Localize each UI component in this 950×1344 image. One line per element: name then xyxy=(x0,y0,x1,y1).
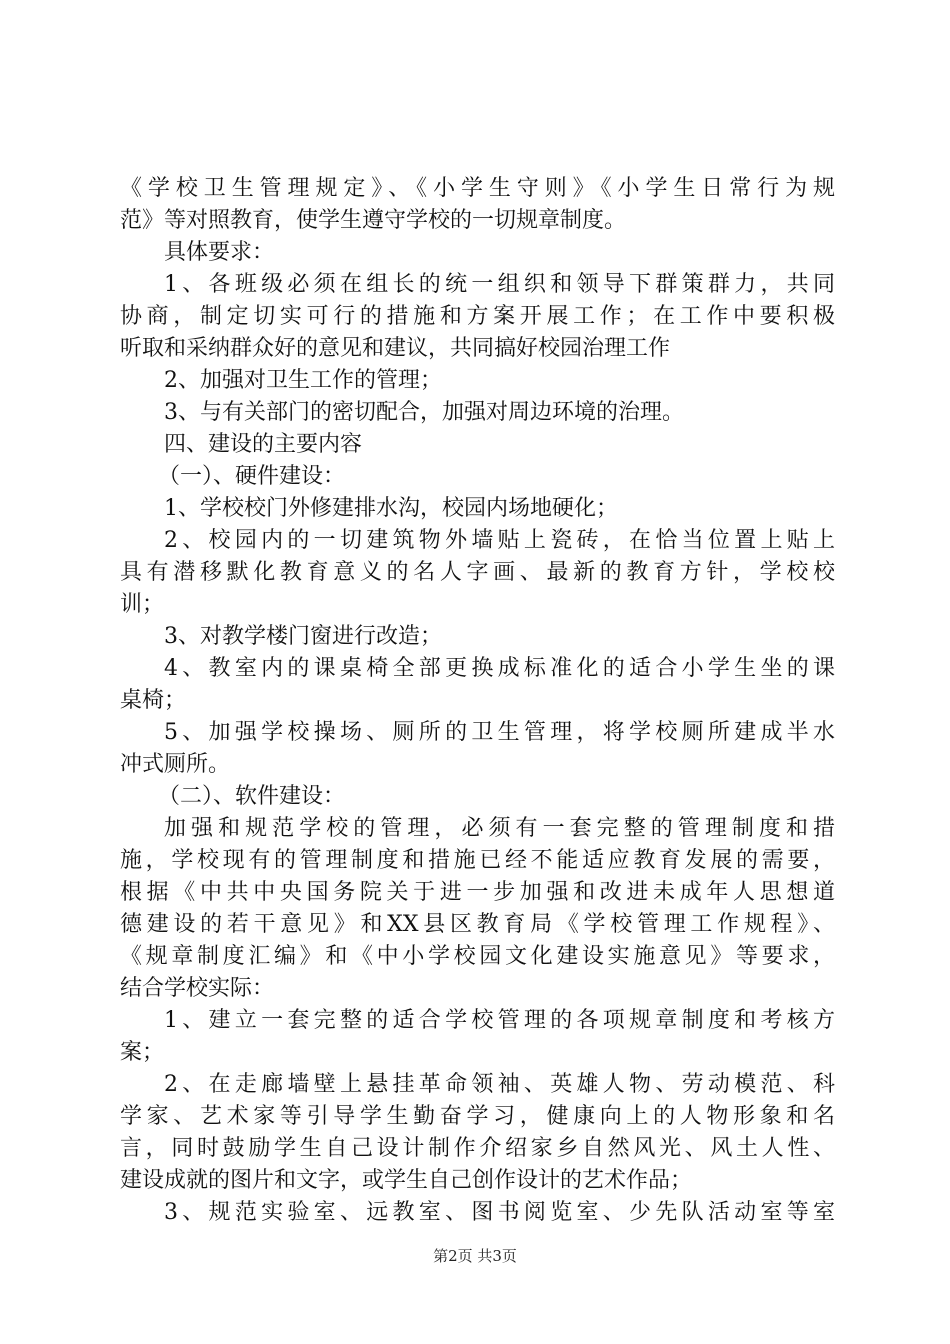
text-line: 学家、艺术家等引导学生勤奋学习，健康向上的人物形象和名 xyxy=(120,1104,835,1129)
text-line: 德建设的若干意见》和XX县区教育局《学校管理工作规程》、 xyxy=(120,912,835,937)
text-line: 桌椅； xyxy=(120,688,187,713)
text-line: 施，学校现有的管理制度和措施已经不能适应教育发展的需要， xyxy=(120,848,835,873)
document-body xyxy=(120,173,835,1229)
text-line: 言，同时鼓励学生自己设计制作介绍家乡自然风光、风土人性、 xyxy=(120,1136,835,1161)
text-line: 2、校园内的一切建筑物外墙贴上瓷砖，在恰当位置上贴上 xyxy=(164,528,835,553)
text-line: 3、规范实验室、远教室、图书阅览室、少先队活动室等室 xyxy=(164,1200,835,1225)
text-line: 3、与有关部门的密切配合，加强对周边环境的治理。 xyxy=(164,400,684,425)
text-line: 根据《中共中央国务院关于进一步加强和改进未成年人思想道 xyxy=(120,880,835,905)
subsection-heading: （二）、软件建设： xyxy=(158,784,346,809)
text-line: 1、各班级必须在组长的统一组织和领导下群策群力，共同 xyxy=(164,272,835,297)
text-line: 范》等对照教育，使学生遵守学校的一切规章制度。 xyxy=(120,208,627,233)
subsection-heading: （一）、硬件建设： xyxy=(158,464,346,489)
text-line: 1、建立一套完整的适合学校管理的各项规章制度和考核方 xyxy=(164,1008,835,1033)
text-line: 案； xyxy=(120,1040,165,1065)
text-line: 协商，制定切实可行的措施和方案开展工作；在工作中要积极 xyxy=(120,304,835,329)
text-line: 冲式厕所。 xyxy=(120,752,231,777)
text-line: 结合学校实际： xyxy=(120,976,275,1001)
text-line: 4、教室内的课桌椅全部更换成标准化的适合小学生坐的课 xyxy=(164,656,835,681)
page-number-footer: 第2页 共3页 xyxy=(433,1247,517,1265)
text-line: 加强和规范学校的管理，必须有一套完整的管理制度和措 xyxy=(164,816,835,841)
text-line: 3、对教学楼门窗进行改造； xyxy=(164,624,442,649)
text-line: 建设成就的图片和文字，或学生自己创作设计的艺术作品； xyxy=(120,1168,693,1193)
text-line: 具体要求： xyxy=(164,240,275,265)
text-line: 2、加强对卫生工作的管理； xyxy=(164,368,442,393)
text-line: 5、加强学校操场、厕所的卫生管理，将学校厕所建成半水 xyxy=(164,720,835,745)
section-heading: 四、建设的主要内容 xyxy=(164,432,363,457)
text-line: 训； xyxy=(120,592,165,617)
text-line: 2、在走廊墙壁上悬挂革命领袖、英雄人物、劳动模范、科 xyxy=(164,1072,835,1097)
text-line: 1、学校校门外修建排水沟，校园内场地硬化； xyxy=(164,496,618,521)
text-line: 《规章制度汇编》和《中小学校园文化建设实施意见》等要求， xyxy=(120,944,835,969)
text-line: 《学校卫生管理规定》、《小学生守则》《小学生日常行为规 xyxy=(120,176,835,201)
text-line: 听取和采纳群众好的意见和建议，共同搞好校园治理工作 xyxy=(120,336,671,361)
text-line: 具有潜移默化教育意义的名人字画、最新的教育方针，学校校 xyxy=(120,560,835,585)
